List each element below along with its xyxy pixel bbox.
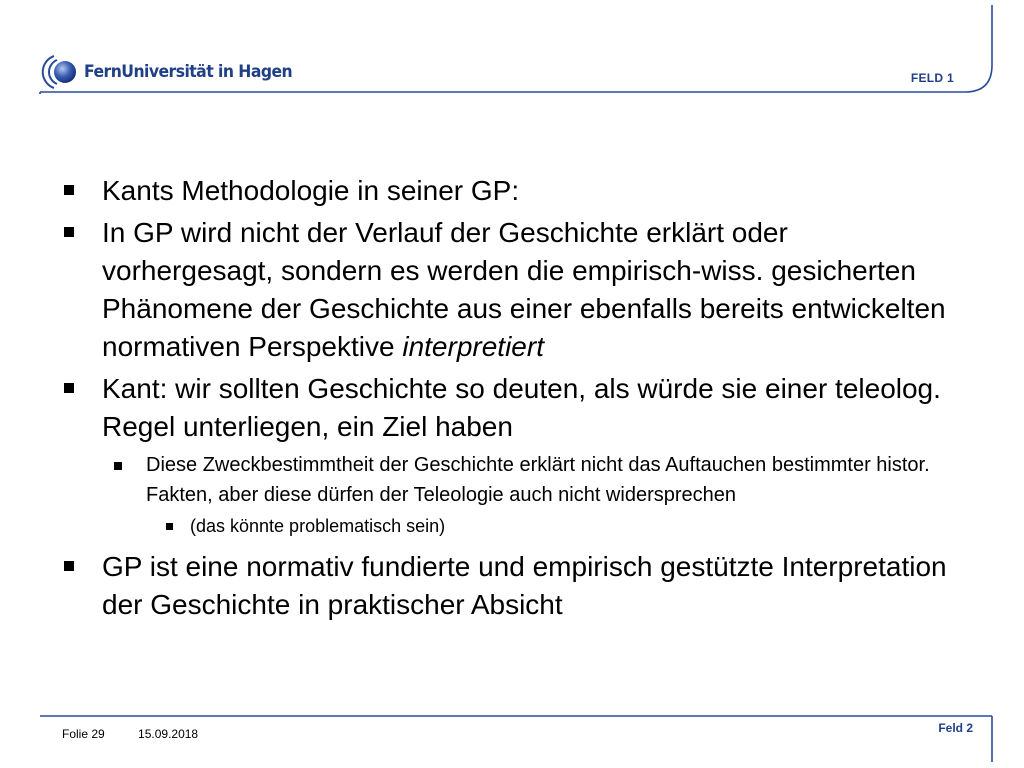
- sub-sub-bullet-item-problematic: [148, 512, 962, 540]
- logo-text: FernUniversität in Hagen: [84, 62, 293, 82]
- sub-bullet-item-purpose: [102, 450, 962, 510]
- bullet-item-interpretation: [62, 214, 962, 366]
- fernuni-emblem-icon: [40, 52, 80, 92]
- slide-content: [62, 172, 962, 628]
- sub-sub-bullet-text: (das könnte problematisch sein): [190, 516, 446, 536]
- slide-date: 15.09.2018: [138, 727, 199, 741]
- footer-feld-label: Feld 2: [938, 721, 973, 735]
- footer-info: [62, 727, 228, 741]
- university-logo: [40, 52, 310, 92]
- bullet-item-gp-definition: [62, 548, 962, 624]
- bullet-text: Kants Methodologie in seiner GP:: [102, 175, 520, 206]
- bullet-text: GP ist eine normativ fundierte und empirisch gestützte Interpretation der Geschichte in praktischer Absicht: [102, 551, 947, 620]
- square-bullet-icon: [64, 185, 74, 195]
- bullet-text: In GP wird nicht der Verlauf der Geschichte erklärt oder vorhergesagt, sondern es werden die empirisch-wiss. gesicherten Phänomene der Geschichte aus einer ebenfalls bereits entwickelten normativen Perspektive: [102, 217, 946, 362]
- bullet-text: Kant: wir sollten Geschichte so deuten, als würde sie einer teleolog. Regel unterliegen, ein Ziel haben: [102, 373, 941, 442]
- header-feld-label: FELD 1: [910, 71, 954, 85]
- slide-number: Folie 29: [62, 727, 105, 741]
- square-bullet-icon: [166, 523, 173, 530]
- square-bullet-icon: [64, 227, 74, 237]
- square-bullet-icon: [114, 462, 122, 470]
- bullet-item-kant: [62, 370, 962, 446]
- square-bullet-icon: [64, 383, 74, 393]
- square-bullet-icon: [64, 561, 74, 571]
- bullet-item-methodology: [62, 172, 962, 210]
- bullet-emphasis: interpretiert: [402, 331, 544, 362]
- sub-bullet-text: Diese Zweckbestimmtheit der Geschichte erklärt nicht das Auftauchen bestimmter histor. Fakten, aber diese dürfen der Teleologie auch nicht widersprechen: [146, 454, 930, 506]
